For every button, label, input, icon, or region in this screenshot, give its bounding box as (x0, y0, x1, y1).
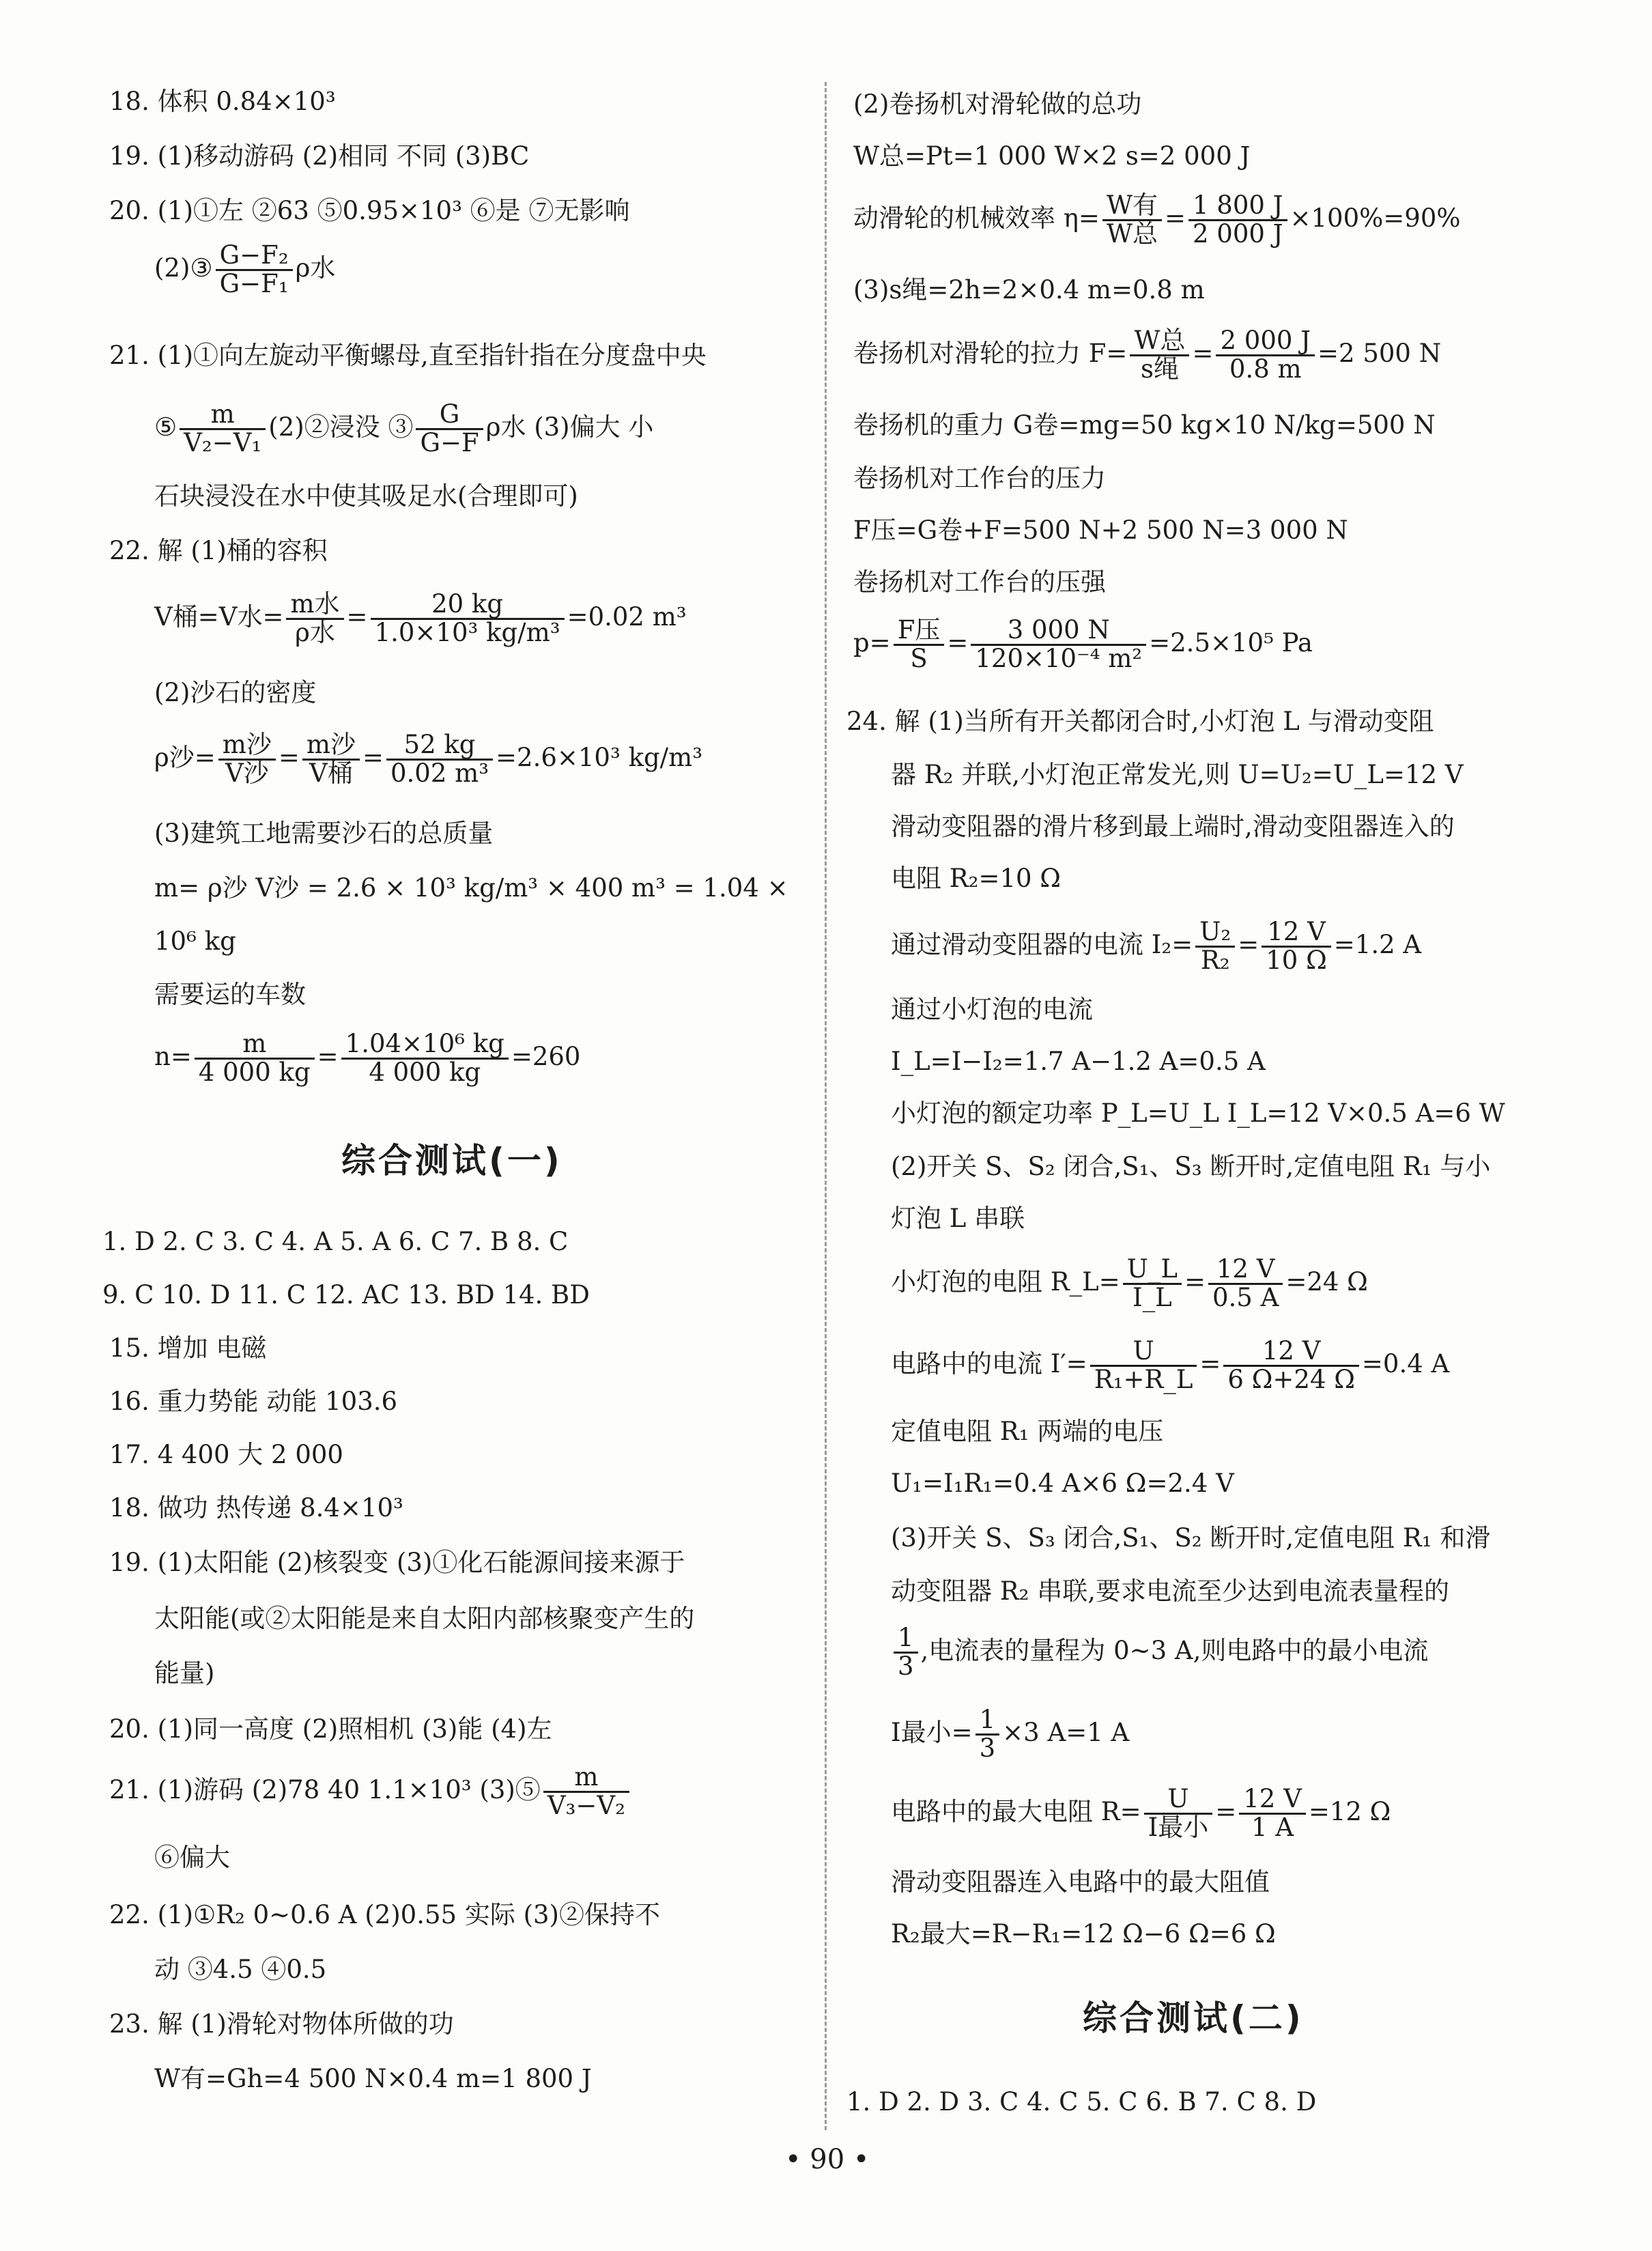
answer-line: (2)沙石的密度 (154, 678, 317, 707)
answer-line: (3)建筑工地需要沙石的总质量 (154, 819, 494, 848)
answer-line: 18. 做功 热传递 8.4×10³ (109, 1493, 403, 1523)
answer-line: 15. 增加 电磁 (109, 1333, 267, 1363)
answer-formula: ρ沙= m沙 V沙 = m沙 V桶 = $\frac{52 kg}{\text{0.02 m³}}$ =2.6×10³ kg/m³ (154, 730, 703, 788)
answer-line: (3)开关 S、S₃ 闭合,S₁、S₂ 断开时,定值电阻 R₁ 和滑 (891, 1523, 1491, 1553)
answer-line: 19. (1)移动游码 (2)相同 不同 (3)BC (109, 141, 530, 171)
answer-line: 定值电阻 R₁ 两端的电压 (891, 1417, 1164, 1446)
answer-line: 动变阻器 R₂ 串联,要求电流至少达到电流表量程的 (891, 1576, 1449, 1606)
answer-line: 20. (1)①左 ②63 ⑤0.95×10³ ⑥是 ⑦无影响 (109, 196, 630, 225)
answer-line: 动 ③4.5 ④0.5 (154, 1955, 327, 1984)
answer-formula: I最小= $\frac{1}{3}$ ×3 A=1 A (891, 1705, 1130, 1763)
answer-line: (2)卷扬机对滑轮做的总功 (853, 89, 1142, 119)
answer-line: ⑥偏大 (154, 1843, 230, 1872)
answer-formula: 动滑轮的机械效率 η= W有 W总 = $\frac{1 800 J}{2 000 J}$ ×100%=90% (853, 190, 1461, 249)
answer-line: 滑动变阻器的滑片移到最上端时,滑动变阻器连入的 (891, 812, 1455, 841)
answer-line: 22. (1)①R₂ 0~0.6 A (2)0.55 实际 (3)②保持不 (109, 1900, 660, 1929)
answer-line: (2)开关 S、S₂ 闭合,S₁、S₃ 断开时,定值电阻 R₁ 与小 (891, 1152, 1491, 1181)
answer-line: F压=G卷+F=500 N+2 500 N=3 000 N (853, 515, 1348, 545)
answer-line: 电阻 R₂=10 Ω (891, 864, 1061, 893)
answer-line: 卷扬机对工作台的压强 (853, 567, 1106, 597)
answer-formula: n= $\frac{m}{4 000 kg}$ = $\frac{\text{1.04×10⁶ kg}}{4 000 kg}$ =260 (154, 1029, 581, 1087)
column-divider (825, 82, 827, 2130)
answer-line: 1. D 2. C 3. C 4. A 5. A 6. C 7. B 8. C (102, 1227, 569, 1256)
answer-line: W有=Gh=4 500 N×0.4 m=1 800 J (154, 2064, 592, 2093)
answer-line: 10⁶ kg (154, 926, 236, 956)
answer-formula: 卷扬机对滑轮的拉力 F= W总 s绳 = $\frac{2 000 J}{0.8 m}$ =2 500 N (853, 326, 1442, 384)
answer-line: 23. 解 (1)滑轮对物体所做的功 (109, 2009, 454, 2039)
answer-line: 22. 解 (1)桶的容积 (109, 536, 328, 565)
answer-line: 卷扬机的重力 G卷=mg=50 kg×10 N/kg=500 N (853, 410, 1436, 440)
answer-formula: 通过滑动变阻器的电流 I₂= $\frac{\text{U₂}}{\text{R₂}}$ = $\frac{12 V}{10 \Omega}$ =1.2 A (891, 917, 1422, 975)
answer-line: 9. C 10. D 11. C 12. AC 13. BD 14. BD (102, 1280, 590, 1309)
answer-line: 器 R₂ 并联,小灯泡正常发光,则 U=U₂=U_L=12 V (891, 760, 1464, 789)
answer-line: 17. 4 400 大 2 000 (109, 1440, 343, 1469)
answer-line: 灯泡 L 串联 (891, 1204, 1025, 1233)
answer-line: 能量) (154, 1658, 215, 1688)
answer-formula: V桶=V水= m水 ρ水 = $\frac{20 kg}{\text{1.0×10³ kg/m³}}$ =0.02 m³ (154, 589, 687, 647)
answer-line: 18. 体积 0.84×10³ (109, 87, 336, 116)
answer-line: 小灯泡的额定功率 P_L=U_L I_L=12 V×0.5 A=6 W (891, 1099, 1505, 1128)
answer-line: m= ρ沙 V沙 = 2.6 × 10³ kg/m³ × 400 m³ = 1.04 × (154, 873, 788, 903)
answer-formula: (2)③ $\frac{\text{G−F₂}}{\text{G−F₁}}$ ρ水 (154, 240, 336, 298)
answer-line: 1. D 2. D 3. C 4. C 5. C 6. B 7. C 8. D (846, 2087, 1317, 2116)
answer-line: 16. 重力势能 动能 103.6 (109, 1387, 398, 1416)
answer-line: 通过小灯泡的电流 (891, 995, 1093, 1024)
answer-formula: 电路中的最大电阻 R= U I最小 = $\frac{12 V}{1 A}$ =12 Ω (891, 1784, 1391, 1842)
answer-line: 21. (1)①向左旋动平衡螺母,直至指针指在分度盘中央 (109, 341, 707, 370)
answer-formula: 电路中的电流 I′= $\frac{U}{\text{R₁+R\_L}}$ = $\frac{12 V}{6 \Omega+24 \Omega}$ =0.4 A (891, 1336, 1450, 1394)
answer-formula: p= F压 S = $\frac{3 000 N}{\text{120×10⁻⁴ m²}}$ =2.5×10⁵ Pa (853, 615, 1313, 673)
answer-line: 太阳能(或②太阳能是来自太阳内部核聚变产生的 (154, 1604, 695, 1633)
section-heading: 综合测试(一) (341, 1141, 562, 1180)
answer-line: U₁=I₁R₁=0.4 A×6 Ω=2.4 V (891, 1469, 1234, 1498)
answer-formula: 21. (1)游码 (2)78 40 1.1×10³ (3)⑤ $\frac{m}{\text{V₃−V₂}}$ (109, 1764, 632, 1820)
answer-line: 石块浸没在水中使其吸足水(合理即可) (154, 481, 578, 511)
answer-line: I_L=I−I₂=1.7 A−1.2 A=0.5 A (891, 1047, 1266, 1076)
answer-line: 24. 解 (1)当所有开关都闭合时,小灯泡 L 与滑动变阻 (846, 707, 1434, 736)
answer-line: (3)s绳=2h=2×0.4 m=0.8 m (853, 275, 1205, 305)
answer-formula: ⑤ $\frac{m}{\text{V₂−V₁}}$ (2)②浸没 ③ $\frac{G}{G-F}$ ρ水 (3)偏大 小 (154, 399, 654, 457)
answer-formula: $\frac{1}{3}$ ,电流表的量程为 0~3 A,则电路中的最小电流 (891, 1625, 1428, 1680)
page-number: • 90 • (785, 2144, 870, 2175)
answer-formula: 小灯泡的电阻 R_L= $\frac{U\_L}{I\_L}$ = $\frac{12 V}{0.5 A}$ =24 Ω (891, 1254, 1368, 1312)
answer-line: 需要运的车数 (154, 980, 306, 1009)
answer-line: 19. (1)太阳能 (2)核裂变 (3)①化石能源间接来源于 (109, 1548, 685, 1577)
answer-line: 滑动变阻器连入电路中的最大阻值 (891, 1867, 1270, 1897)
answer-line: W总=Pt=1 000 W×2 s=2 000 J (853, 141, 1251, 171)
answer-line: 20. (1)同一高度 (2)照相机 (3)能 (4)左 (109, 1714, 552, 1744)
section-heading: 综合测试(二) (1083, 1998, 1304, 2038)
answer-line: R₂最大=R−R₁=12 Ω−6 Ω=6 Ω (891, 1919, 1276, 1949)
answer-line: 卷扬机对工作台的压力 (853, 464, 1106, 493)
